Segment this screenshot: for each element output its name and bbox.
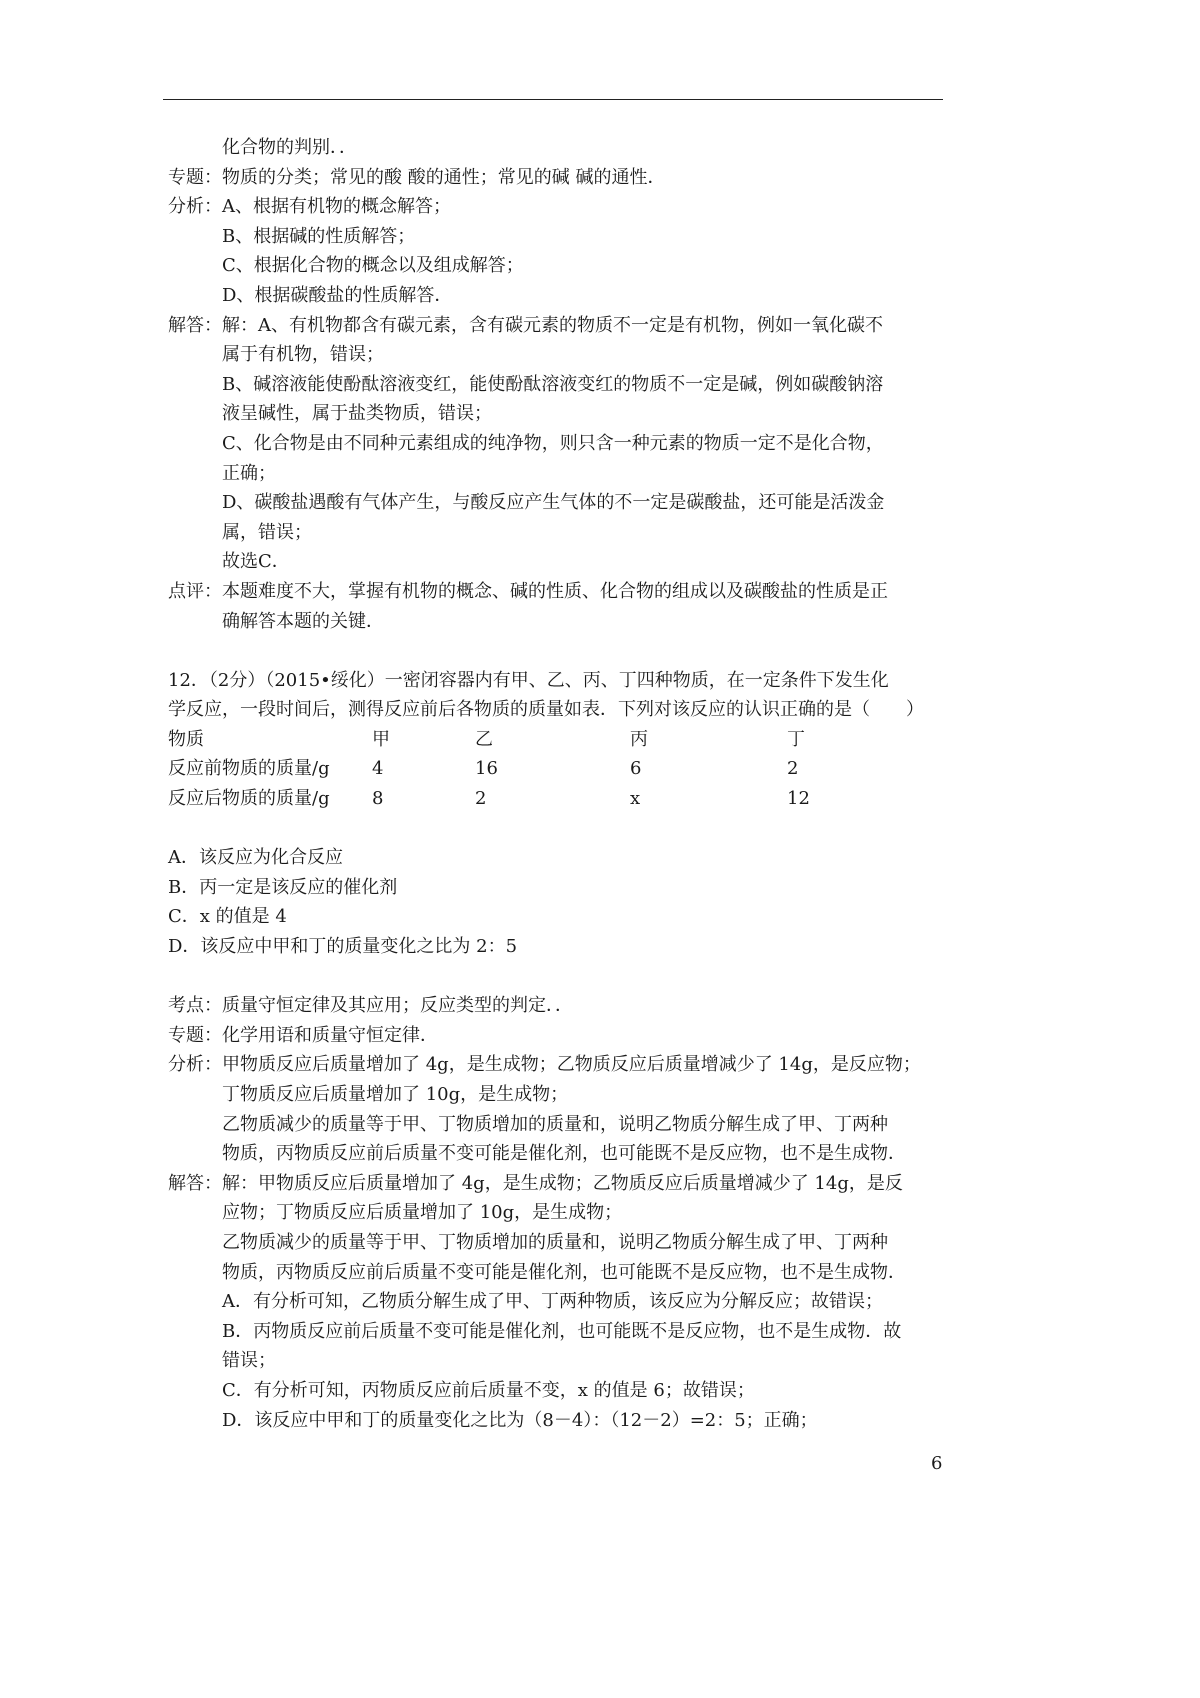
text-line bbox=[168, 1406, 943, 1436]
table-cell: 反应前物质的质量/g bbox=[168, 758, 330, 780]
text-line bbox=[168, 1021, 943, 1051]
line-text: B．丙物质反应前后质量不变可能是催化剂，也可能既不是反应物，也不是生成物．故 bbox=[222, 1320, 902, 1342]
text-line bbox=[168, 1228, 943, 1258]
text-line bbox=[168, 163, 943, 193]
text-line bbox=[168, 488, 943, 518]
text-line bbox=[168, 1258, 943, 1288]
table-cell: 6 bbox=[630, 758, 642, 780]
table-cell: 乙 bbox=[475, 728, 493, 750]
line-text: 乙物质减少的质量等于甲、丁物质增加的质量和，说明乙物质分解生成了甲、丁两种 bbox=[222, 1113, 888, 1135]
line-text: 属于有机物，错误； bbox=[222, 344, 384, 366]
table-cell: 丁 bbox=[787, 728, 805, 750]
line-text: 故选C． bbox=[222, 551, 290, 573]
line-text: A、根据有机物的概念解答； bbox=[222, 196, 451, 218]
line-text: C．x 的值是 4 bbox=[168, 906, 287, 928]
text-line bbox=[168, 1139, 943, 1169]
line-text: C．有分析可知，丙物质反应前后质量不变，x 的值是 6；故错误； bbox=[222, 1379, 755, 1401]
section-label: 专题： bbox=[168, 1024, 222, 1046]
text-line bbox=[168, 873, 943, 903]
document-body bbox=[168, 133, 943, 1435]
text-line bbox=[168, 1110, 943, 1140]
text-line bbox=[168, 1198, 943, 1228]
line-text: 物质的分类；常见的酸 酸的通性；常见的碱 碱的通性． bbox=[222, 166, 666, 188]
section-label: 分析： bbox=[168, 196, 222, 218]
table-row bbox=[168, 784, 943, 814]
line-text: 液呈碱性，属于盐类物质，错误； bbox=[222, 403, 492, 425]
section-label: 点评： bbox=[168, 580, 222, 602]
text-line bbox=[168, 370, 943, 400]
table-cell: 4 bbox=[372, 758, 384, 780]
text-line bbox=[168, 1287, 943, 1317]
section-label: 解答： bbox=[168, 314, 222, 336]
line-text: 解：甲物质反应后质量增加了 4g，是生成物；乙物质反应后质量增减少了 14g，是反 bbox=[222, 1172, 903, 1194]
table-header-row bbox=[168, 725, 943, 755]
line-text: A．该反应为化合反应 bbox=[168, 847, 343, 869]
section-label: 专题： bbox=[168, 166, 222, 188]
line-text: 属，错误； bbox=[222, 521, 312, 543]
table-cell: 物质 bbox=[168, 728, 204, 750]
text-line bbox=[168, 547, 943, 577]
text-line bbox=[168, 399, 943, 429]
table-cell: 16 bbox=[475, 758, 498, 780]
text-line bbox=[168, 607, 943, 637]
header-rule bbox=[163, 99, 943, 100]
text-line bbox=[168, 932, 943, 962]
line-text: 丁物质反应后质量增加了 10g，是生成物； bbox=[222, 1084, 569, 1105]
section-label: 考点： bbox=[168, 995, 222, 1017]
text-line bbox=[168, 251, 943, 281]
text-line bbox=[168, 695, 943, 725]
text-line bbox=[168, 1346, 943, 1376]
line-text: 错误； bbox=[222, 1350, 276, 1372]
spacer bbox=[168, 814, 943, 844]
line-text: 本题难度不大，掌握有机物的概念、碱的性质、化合物的组成以及碳酸盐的性质是正 bbox=[222, 580, 888, 602]
line-text: 甲物质反应后质量增加了 4g，是生成物；乙物质反应后质量增减少了 14g，是反应物； bbox=[222, 1054, 921, 1076]
line-text: 化合物的判别．． bbox=[222, 137, 357, 158]
line-text: 物质，丙物质反应前后质量不变可能是催化剂，也可能既不是反应物，也不是生成物． bbox=[222, 1143, 906, 1165]
text-line bbox=[168, 1376, 943, 1406]
table-cell: 丙 bbox=[630, 728, 648, 750]
table-cell: x bbox=[630, 788, 641, 810]
text-line bbox=[168, 991, 943, 1021]
mass-table bbox=[168, 725, 943, 814]
line-text: D．该反应中甲和丁的质量变化之比为（8－4）：（12－2）=2：5；正确； bbox=[222, 1409, 818, 1431]
spacer bbox=[168, 636, 943, 666]
line-text: B．丙一定是该反应的催化剂 bbox=[168, 876, 398, 898]
table-cell: 甲 bbox=[372, 728, 390, 750]
section-label: 解答： bbox=[168, 1172, 222, 1194]
text-line bbox=[168, 281, 943, 311]
line-text: 解：A、有机物都含有碳元素，含有碳元素的物质不一定是有机物，例如一氧化碳不 bbox=[222, 314, 883, 336]
line-text: 正确； bbox=[222, 462, 276, 484]
line-text: 应物；丁物质反应后质量增加了 10g，是生成物； bbox=[222, 1202, 623, 1224]
line-text: B、碱溶液能使酚酞溶液变红，能使酚酞溶液变红的物质不一定是碱，例如碳酸钠溶 bbox=[222, 373, 884, 395]
line-text: 学反应，一段时间后，测得反应前后各物质的质量如表．下列对该反应的认识正确的是（ ） bbox=[168, 699, 924, 721]
line-text: 乙物质减少的质量等于甲、丁物质增加的质量和，说明乙物质分解生成了甲、丁两种 bbox=[222, 1231, 888, 1253]
line-text: 化学用语和质量守恒定律． bbox=[222, 1024, 438, 1046]
text-line bbox=[168, 902, 943, 932]
line-text: 12．（2分）（2015•绥化）一密闭容器内有甲、乙、丙、丁四种物质，在一定条件下发生化 bbox=[168, 669, 889, 691]
text-line bbox=[168, 1050, 943, 1080]
text-line bbox=[168, 133, 943, 163]
line-text: D、根据碳酸盐的性质解答． bbox=[222, 284, 453, 306]
table-cell: 2 bbox=[475, 788, 487, 810]
table-cell: 2 bbox=[787, 758, 799, 780]
text-line bbox=[168, 459, 943, 489]
line-text: 物质，丙物质反应前后质量不变可能是催化剂，也可能既不是反应物，也不是生成物． bbox=[222, 1261, 906, 1283]
text-line bbox=[168, 577, 943, 607]
text-line bbox=[168, 1169, 943, 1199]
table-cell: 反应后物质的质量/g bbox=[168, 788, 330, 810]
text-line bbox=[168, 666, 943, 696]
line-text: 质量守恒定律及其应用；反应类型的判定．． bbox=[222, 995, 573, 1017]
line-text: C、化合物是由不同种元素组成的纯净物，则只含一种元素的物质一定不是化合物， bbox=[222, 432, 884, 454]
spacer bbox=[168, 962, 943, 992]
line-text: B、根据碱的性质解答； bbox=[222, 225, 416, 247]
text-line bbox=[168, 192, 943, 222]
line-text: C、根据化合物的概念以及组成解答； bbox=[222, 255, 524, 277]
text-line bbox=[168, 340, 943, 370]
text-line bbox=[168, 429, 943, 459]
text-line bbox=[168, 1317, 943, 1347]
text-line bbox=[168, 518, 943, 548]
line-text: D．该反应中甲和丁的质量变化之比为 2：5 bbox=[168, 936, 518, 958]
line-text: A．有分析可知，乙物质分解生成了甲、丁两种物质，该反应为分解反应；故错误； bbox=[222, 1291, 883, 1313]
text-line bbox=[168, 843, 943, 873]
text-line bbox=[168, 222, 943, 252]
table-row bbox=[168, 754, 943, 784]
table-cell: 8 bbox=[372, 788, 384, 810]
text-line bbox=[168, 1080, 943, 1110]
section-label: 分析： bbox=[168, 1054, 222, 1076]
line-text: 确解答本题的关键． bbox=[222, 610, 384, 632]
line-text: D、碳酸盐遇酸有气体产生，与酸反应产生气体的不一定是碳酸盐，还可能是活泼金 bbox=[222, 492, 885, 514]
table-cell: 12 bbox=[787, 788, 810, 810]
text-line bbox=[168, 311, 943, 341]
page-number: 6 bbox=[931, 1453, 943, 1474]
